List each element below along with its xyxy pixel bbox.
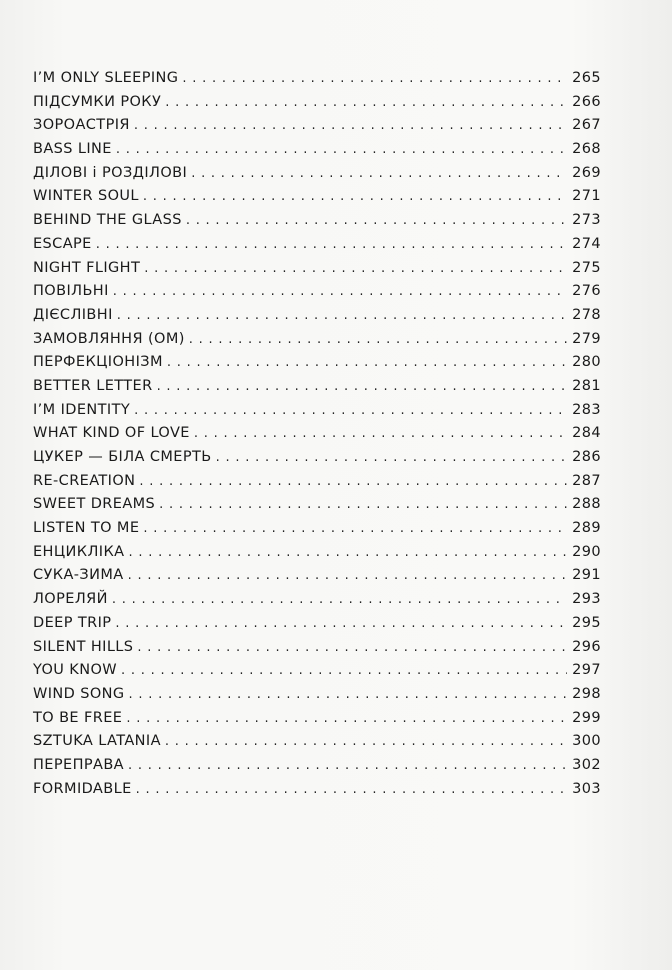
table-of-contents bbox=[33, 70, 601, 804]
toc-entry-page-number: 266 bbox=[572, 93, 601, 110]
toc-entry bbox=[33, 757, 601, 781]
toc-entry bbox=[33, 141, 601, 165]
toc-entry-title: ПІДСУМКИ РОКУ bbox=[33, 93, 162, 110]
toc-entry-page-number: 281 bbox=[572, 377, 601, 394]
dot-leader bbox=[128, 758, 567, 773]
toc-entry-title: DEEP TRIP bbox=[33, 614, 112, 631]
dot-leader bbox=[165, 734, 567, 749]
toc-entry bbox=[33, 710, 601, 734]
toc-entry-title: WIND SONG bbox=[33, 685, 125, 702]
dot-leader bbox=[144, 261, 567, 276]
toc-entry-page-number: 297 bbox=[572, 662, 601, 679]
toc-entry-title: I’M IDENTITY bbox=[33, 401, 131, 418]
toc-entry-title: WHAT KIND OF LOVE bbox=[33, 425, 190, 442]
toc-entry bbox=[33, 567, 601, 591]
toc-entry-page-number: 288 bbox=[572, 496, 601, 513]
toc-entry-page-number: 271 bbox=[572, 188, 601, 205]
toc-entry bbox=[33, 686, 601, 710]
toc-entry-title: ПЕРФЕКЦІОНІЗМ bbox=[33, 354, 163, 371]
dot-leader bbox=[128, 568, 567, 583]
toc-entry bbox=[33, 591, 601, 615]
dot-leader bbox=[167, 355, 567, 370]
toc-entry-page-number: 283 bbox=[572, 401, 601, 418]
toc-entry-title: SILENT HILLS bbox=[33, 638, 134, 655]
toc-entry-title: NIGHT FLIGHT bbox=[33, 259, 141, 276]
toc-entry-page-number: 287 bbox=[572, 472, 601, 489]
dot-leader bbox=[136, 782, 567, 797]
toc-entry-page-number: 284 bbox=[572, 425, 601, 442]
dot-leader bbox=[191, 166, 567, 181]
toc-entry-page-number: 298 bbox=[572, 685, 601, 702]
toc-entry-page-number: 293 bbox=[572, 591, 601, 608]
toc-entry-page-number: 295 bbox=[572, 614, 601, 631]
toc-entry-page-number: 268 bbox=[572, 141, 601, 158]
toc-entry-page-number: 291 bbox=[572, 567, 601, 584]
dot-leader bbox=[129, 687, 567, 702]
toc-entry bbox=[33, 70, 601, 94]
toc-entry-page-number: 279 bbox=[572, 330, 601, 347]
toc-entry bbox=[33, 425, 601, 449]
dot-leader bbox=[216, 450, 567, 465]
toc-entry-title: I’M ONLY SLEEPING bbox=[33, 70, 179, 86]
dot-leader bbox=[128, 545, 567, 560]
dot-leader bbox=[134, 403, 567, 418]
dot-leader bbox=[143, 521, 567, 536]
toc-entry-page-number: 302 bbox=[572, 756, 601, 773]
dot-leader bbox=[134, 118, 567, 133]
toc-entry-title: ЗАМОВЛЯННЯ (ОМ) bbox=[33, 330, 185, 347]
toc-entry bbox=[33, 449, 601, 473]
toc-entry bbox=[33, 283, 601, 307]
toc-entry bbox=[33, 212, 601, 236]
toc-entry-page-number: 300 bbox=[572, 733, 601, 750]
toc-entry bbox=[33, 94, 601, 118]
dot-leader bbox=[96, 237, 567, 252]
toc-entry-page-number: 278 bbox=[572, 306, 601, 323]
toc-entry bbox=[33, 117, 601, 141]
toc-entry bbox=[33, 639, 601, 663]
dot-leader bbox=[189, 332, 567, 347]
toc-entry-page-number: 267 bbox=[572, 117, 601, 134]
toc-entry-title: SZTUKA LATANIA bbox=[33, 733, 161, 750]
dot-leader bbox=[157, 379, 567, 394]
toc-entry bbox=[33, 473, 601, 497]
toc-entry-title: TO BE FREE bbox=[33, 709, 123, 726]
dot-leader bbox=[143, 189, 567, 204]
dot-leader bbox=[159, 497, 567, 512]
dot-leader bbox=[137, 640, 567, 655]
dot-leader bbox=[115, 616, 567, 631]
toc-entry bbox=[33, 260, 601, 284]
toc-entry-page-number: 303 bbox=[572, 780, 601, 797]
toc-entry bbox=[33, 165, 601, 189]
toc-entry-title: LISTEN TO ME bbox=[33, 520, 140, 537]
toc-entry-page-number: 276 bbox=[572, 283, 601, 300]
toc-entry-title: СУКА-ЗИМА bbox=[33, 567, 124, 584]
toc-entry-page-number: 289 bbox=[572, 520, 601, 537]
toc-entry-page-number: 269 bbox=[572, 164, 601, 181]
toc-entry bbox=[33, 662, 601, 686]
toc-entry-title: ЛОРЕЛЯЙ bbox=[33, 591, 108, 608]
toc-entry bbox=[33, 307, 601, 331]
toc-entry-title: RE-CREATION bbox=[33, 472, 136, 489]
toc-entry-page-number: 299 bbox=[572, 709, 601, 726]
toc-entry bbox=[33, 544, 601, 568]
toc-entry-page-number: 296 bbox=[572, 638, 601, 655]
toc-entry-title: SWEET DREAMS bbox=[33, 496, 156, 513]
toc-entry bbox=[33, 520, 601, 544]
toc-entry-page-number: 290 bbox=[572, 543, 601, 560]
toc-entry-page-number: 286 bbox=[572, 449, 601, 465]
toc-entry bbox=[33, 733, 601, 757]
toc-entry bbox=[33, 236, 601, 260]
toc-entry bbox=[33, 781, 601, 805]
toc-entry-title: BETTER LETTER bbox=[33, 377, 153, 394]
toc-entry-title: ДІЛОВІ і РОЗДІЛОВІ bbox=[33, 164, 188, 181]
toc-entry-title: FORMIDABLE bbox=[33, 780, 132, 797]
dot-leader bbox=[116, 142, 567, 157]
toc-entry-title: ДІЄСЛІВНІ bbox=[33, 306, 113, 323]
toc-entry-page-number: 275 bbox=[572, 259, 601, 276]
dot-leader bbox=[126, 711, 567, 726]
toc-entry-page-number: 274 bbox=[572, 235, 601, 252]
toc-entry bbox=[33, 615, 601, 639]
toc-entry-page-number: 280 bbox=[572, 354, 601, 371]
toc-entry-title: ЦУКЕР — БІЛА СМЕРТЬ bbox=[33, 449, 212, 465]
toc-entry-title: BEHIND THE GLASS bbox=[33, 212, 182, 229]
toc-entry-title: ПЕРЕПРАВА bbox=[33, 756, 125, 773]
toc-entry-page-number: 265 bbox=[572, 70, 601, 86]
dot-leader bbox=[139, 474, 567, 489]
dot-leader bbox=[186, 213, 567, 228]
toc-entry-title: YOU KNOW bbox=[33, 662, 118, 679]
toc-entry bbox=[33, 331, 601, 355]
dot-leader bbox=[121, 663, 567, 678]
dot-leader bbox=[165, 95, 567, 110]
toc-entry bbox=[33, 188, 601, 212]
dot-leader bbox=[113, 284, 567, 299]
toc-entry-title: ESCAPE bbox=[33, 235, 92, 252]
dot-leader bbox=[117, 308, 567, 323]
toc-entry-title: ПОВІЛЬНІ bbox=[33, 283, 109, 300]
toc-entry bbox=[33, 496, 601, 520]
toc-entry-title: WINTER SOUL bbox=[33, 188, 139, 205]
dot-leader bbox=[194, 426, 567, 441]
toc-entry-page-number: 273 bbox=[572, 212, 601, 229]
toc-entry-title: ЕНЦИКЛІКА bbox=[33, 543, 125, 560]
dot-leader bbox=[182, 71, 567, 86]
toc-entry bbox=[33, 378, 601, 402]
dot-leader bbox=[112, 592, 567, 607]
toc-entry-title: ЗОРОАСТРІЯ bbox=[33, 117, 130, 134]
toc-entry bbox=[33, 354, 601, 378]
toc-entry bbox=[33, 402, 601, 426]
toc-entry-title: BASS LINE bbox=[33, 141, 112, 158]
